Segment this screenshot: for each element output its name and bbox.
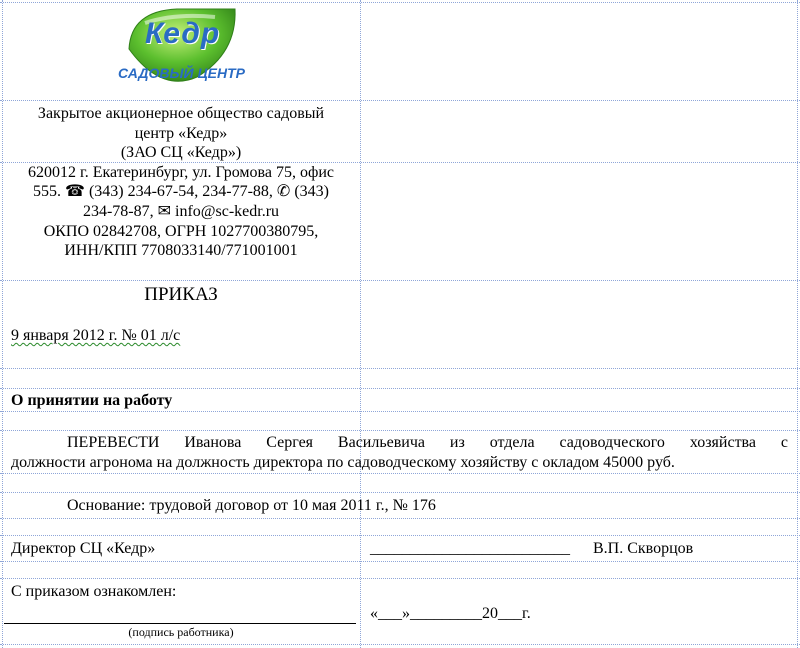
- order-basis: Основание: трудовой договор от 10 мая 2011 г., № 176: [67, 497, 436, 514]
- order-body-line2: должности агронома на должность директора по садоводческому хозяйству с окладом 45000 руб.: [11, 454, 675, 471]
- grid-line: [0, 473, 800, 474]
- grid-line: [0, 518, 800, 519]
- grid-line: [0, 280, 800, 281]
- grid-line: [2, 0, 3, 648]
- order-subject: О принятии на работу: [11, 392, 173, 409]
- logo-main-text: Кедр: [145, 17, 221, 50]
- grid-line: [0, 561, 800, 562]
- company-name-line2: центр «Кедр»: [134, 125, 228, 142]
- company-logo: [115, 3, 255, 98]
- address-line4: ОКПО 02842708, ОГРН 1027700380795,: [43, 223, 319, 240]
- grid-line: [0, 578, 800, 579]
- acquaintance-date: «___»_________20___г.: [370, 605, 531, 622]
- director-label: Директор СЦ «Кедр»: [11, 540, 156, 557]
- order-title: ПРИКАЗ: [144, 284, 218, 305]
- grid-line: [0, 411, 800, 412]
- order-date-number-text: 9 января 2012 г. № 01 л/с: [11, 327, 181, 344]
- grid-line: [0, 430, 800, 431]
- grid-line: [0, 100, 800, 101]
- company-name-short: (ЗАО СЦ «Кедр»): [120, 144, 242, 161]
- address-line5: ИНН/КПП 7708033140/771001001: [64, 242, 298, 259]
- signature-blank-line: _________________________: [370, 540, 570, 557]
- grid-line: [0, 388, 800, 389]
- director-name: В.П. Скворцов: [593, 540, 694, 557]
- company-name-line1: Закрытое акционерное общество садовый: [37, 105, 325, 122]
- grid-line: [0, 368, 800, 369]
- grid-line: [0, 535, 800, 536]
- address-line2: 555. ☎ (343) 234-67-54, 234-77-88, ✆ (343): [33, 183, 329, 200]
- logo-sub-text: САДОВЫЙ ЦЕНТР: [118, 65, 246, 81]
- grid-line: [0, 492, 800, 493]
- address-line1: 620012 г. Екатеринбург, ул. Громова 75, офис: [27, 164, 335, 181]
- acquainted-label: С приказом ознакомлен:: [11, 583, 177, 600]
- address-line3: 234-78-87, ✉ info@sc-kedr.ru: [82, 203, 280, 220]
- grid-line: [360, 0, 361, 648]
- grid-line: [0, 644, 800, 645]
- grid-line: [797, 0, 798, 648]
- order-date-number: [11, 326, 180, 346]
- order-body-line1: ПЕРЕВЕСТИ Иванова Сергея Васильевича из отдела садоводческого хозяйства с: [67, 434, 788, 451]
- employee-signature-caption: (подпись работника): [128, 625, 234, 639]
